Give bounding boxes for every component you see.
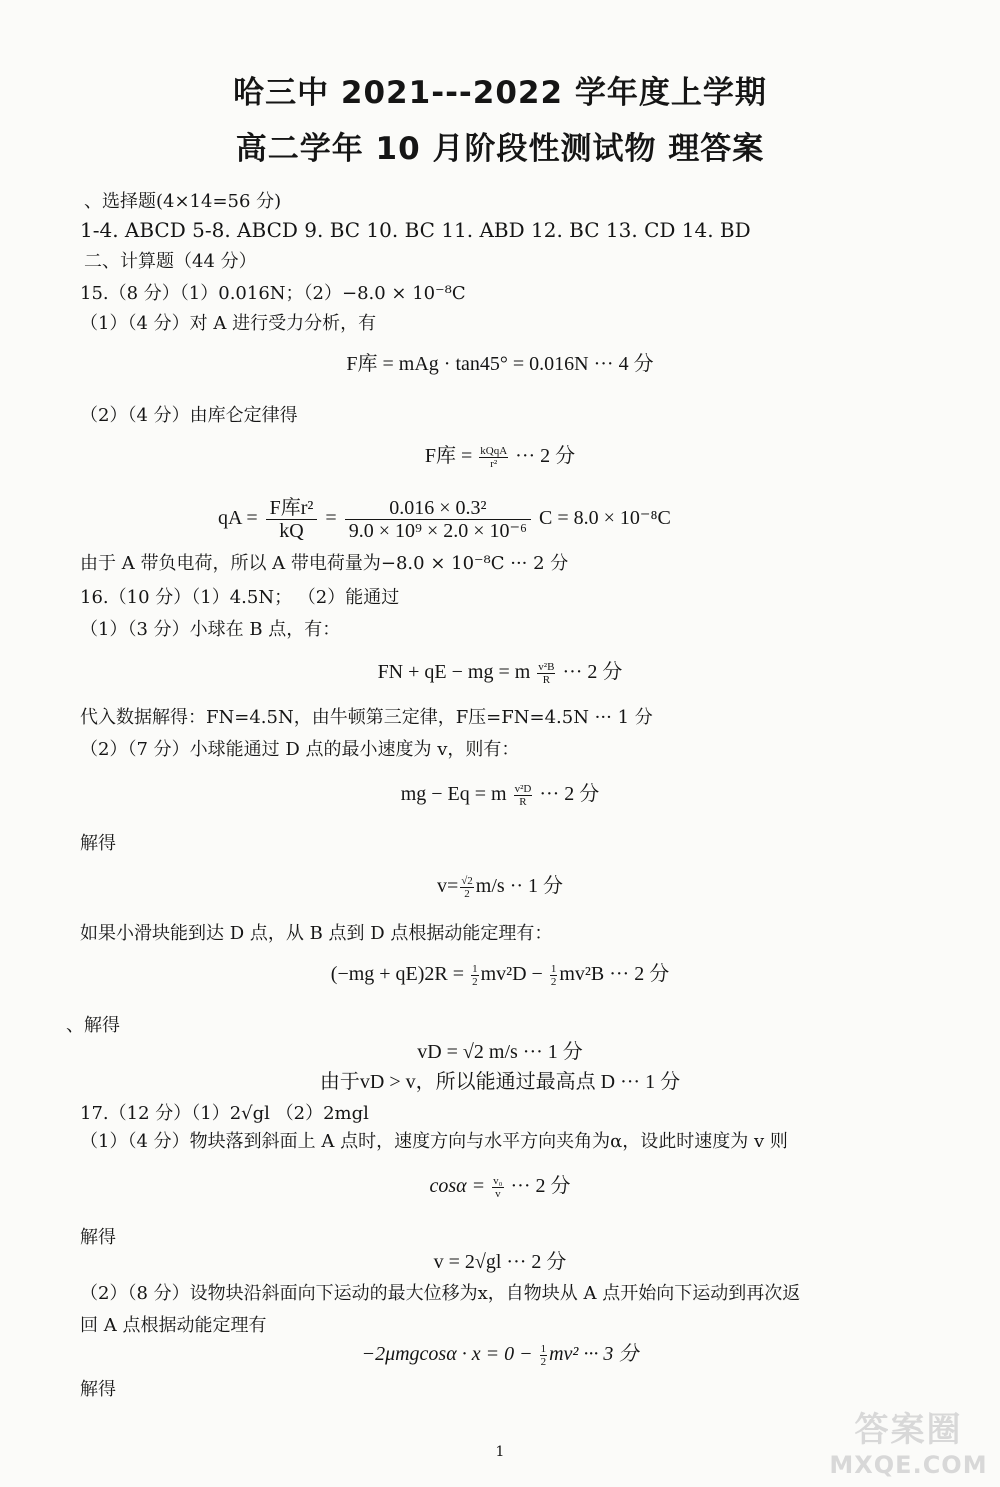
q16-eq4-f2-num: 1	[550, 962, 557, 975]
q16-eq1-fraction	[537, 661, 555, 686]
q16-paragraph-3: 如果小滑块能到达 D 点，从 B 点到 D 点根据动能定理有：	[80, 923, 553, 944]
section1-heading: 、选择题(4×14=56 分)	[84, 191, 282, 212]
q15-conclusion: 由于 A 带负电荷，所以 A 带电荷量为−8.0 × 10⁻⁸C ··· 2 分	[80, 553, 569, 574]
q16-eq4-f1-num: 1	[472, 962, 478, 975]
q15-eq2-num: kQqA	[480, 444, 508, 457]
q17-eq1-fraction	[492, 1175, 503, 1200]
q15-eq3-fraction-1	[266, 497, 318, 542]
q15-eq2-fraction	[479, 445, 508, 470]
q16-eq4-mid: mv²D −	[480, 963, 543, 985]
q16-solve-label-1: 解得	[80, 833, 116, 854]
q16-eq1-right: ··· 2 分	[562, 661, 623, 683]
q15-equation-1: F库 = mAg · tan45° = 0.016N ··· 4 分	[346, 353, 654, 375]
q16-eq4-fraction-2	[550, 963, 558, 988]
q17-eq3-left: −2μmgcosα · x = 0 −	[361, 1343, 533, 1365]
q15-eq3-equals: =	[325, 507, 337, 529]
q16-equation-4	[0, 962, 1000, 988]
q17-equation-1	[0, 1174, 1000, 1200]
page-title: 哈三中 2021---2022 学年度上学期	[233, 75, 767, 111]
q16-eq2-num: v²D	[514, 782, 532, 795]
q15-eq3-fraction-2	[345, 497, 531, 542]
q15-equation-3	[218, 496, 671, 542]
q15-eq2-den: r²	[490, 457, 498, 470]
q17-eq3-num: 1	[540, 1342, 547, 1355]
q16-summary: 16.（10 分）（1）4.5N； （2）能通过	[80, 587, 400, 608]
q17-eq3-den: 2	[540, 1355, 547, 1368]
q17-solve-label-1: 解得	[80, 1227, 116, 1248]
q16-eq2-fraction	[514, 783, 533, 808]
q17-part1-intro: （1）（4 分）物块落到斜面上 A 点时，速度方向与水平方向夹角为α，设此时速度为 v 则	[80, 1131, 788, 1152]
q16-eq1-den: R	[542, 673, 551, 686]
q17-eq3-fraction	[540, 1343, 548, 1368]
q16-eq3-right: m/s ·· 1 分	[475, 875, 564, 897]
q16-part1-intro: （1）（3 分）小球在 B 点，有：	[80, 619, 341, 640]
q16-solve-label-2: 、解得	[66, 1015, 120, 1036]
q16-equation-3	[0, 874, 1000, 900]
q17-part2-line1: （2）（8 分）设物块沿斜面向下运动的最大位移为x，自物块从 A 点开始向下运动到再次返	[80, 1283, 801, 1304]
q17-summary: 17.（12 分）（1）2√gl （2）2mgl	[80, 1103, 369, 1124]
q16-eq2-den: R	[519, 795, 527, 808]
q17-eq1-den: v	[495, 1187, 501, 1200]
q16-eq4-f1-den: 2	[472, 975, 478, 988]
q16-eq3-num: √2	[461, 874, 473, 887]
q16-substitution: 代入数据解得：FN=4.5N，由牛顿第三定律，F压=FN=4.5N ··· 1 分	[80, 707, 653, 728]
q17-eq1-num: v₀	[493, 1174, 503, 1187]
q16-eq4-f2-den: 2	[550, 975, 557, 988]
q17-eq1-right: ··· 2 分	[510, 1175, 571, 1197]
q15-part1-intro: （1）（4 分）对 A 进行受力分析，有	[80, 313, 377, 334]
q16-eq3-fraction	[460, 875, 474, 900]
section2-heading: 二、计算题（44 分）	[84, 251, 257, 272]
q17-eq3-right: mv² ··· 3 分	[549, 1343, 639, 1365]
q17-equation-2: v = 2√gl ··· 2 分	[433, 1251, 567, 1273]
q17-equation-3	[0, 1342, 1000, 1368]
q15-eq2-left: F库 =	[424, 445, 473, 467]
q16-eq1-num: v²B	[538, 660, 555, 673]
q15-part2-intro: （2）（4 分）由库仑定律得	[80, 405, 298, 426]
q16-eq2-left: mg − Eq = m	[400, 783, 507, 805]
q17-solve-label-2: 解得	[80, 1379, 116, 1400]
page-number: 1	[495, 1444, 505, 1460]
q16-eq3-left: v=	[436, 875, 459, 897]
q15-eq3-f2-num: 0.016 × 0.3²	[345, 497, 531, 520]
q15-eq3-right: C = 8.0 × 10⁻⁸C	[539, 507, 671, 529]
watermark-logo	[826, 1410, 991, 1482]
watermark-url: MXQE.COM	[829, 1451, 988, 1479]
q16-eq3-den: 2	[464, 887, 470, 900]
watermark-text: 答案圈	[854, 1410, 963, 1450]
q17-eq1-left: cosα =	[429, 1175, 486, 1197]
q16-eq1-left: FN + qE − mg = m	[377, 661, 531, 683]
q16-part2-intro: （2）（7 分）小球能通过 D 点的最小速度为 v，则有：	[80, 739, 520, 760]
q16-eq4-fraction-1	[471, 963, 479, 988]
page-subtitle: 高二学年 10 月阶段性测试物 理答案	[235, 131, 765, 167]
q15-eq3-left: qA =	[218, 507, 258, 529]
q17-part2-line2: 回 A 点根据动能定理有	[80, 1315, 267, 1336]
q16-equation-5: vD = √2 m/s ··· 1 分	[417, 1041, 583, 1063]
q16-eq4-right: mv²B ··· 2 分	[559, 963, 670, 985]
q16-eq2-right: ··· 2 分	[539, 783, 600, 805]
q15-eq3-f1-num: F库r²	[266, 497, 318, 520]
q15-eq2-right: ··· 2 分	[515, 445, 576, 467]
q16-equation-6: 由于vD > v，所以能通过最高点 D ··· 1 分	[319, 1071, 681, 1093]
section1-answers: 1-4. ABCD 5-8. ABCD 9. BC 10. BC 11. ABD 12. BC 13. CD 14. BD	[80, 218, 751, 242]
q16-equation-2	[0, 782, 1000, 808]
q15-eq3-f1-den: kQ	[279, 519, 304, 542]
q15-eq3-f2-den: 9.0 × 10⁹ × 2.0 × 10⁻⁶	[348, 519, 528, 542]
q16-eq4-left: (−mg + qE)2R =	[330, 963, 465, 985]
q15-summary: 15.（8 分）（1）0.016N；（2）−8.0 × 10⁻⁸C	[80, 283, 466, 304]
q15-equation-2	[0, 444, 1000, 470]
q16-equation-1	[0, 660, 1000, 686]
